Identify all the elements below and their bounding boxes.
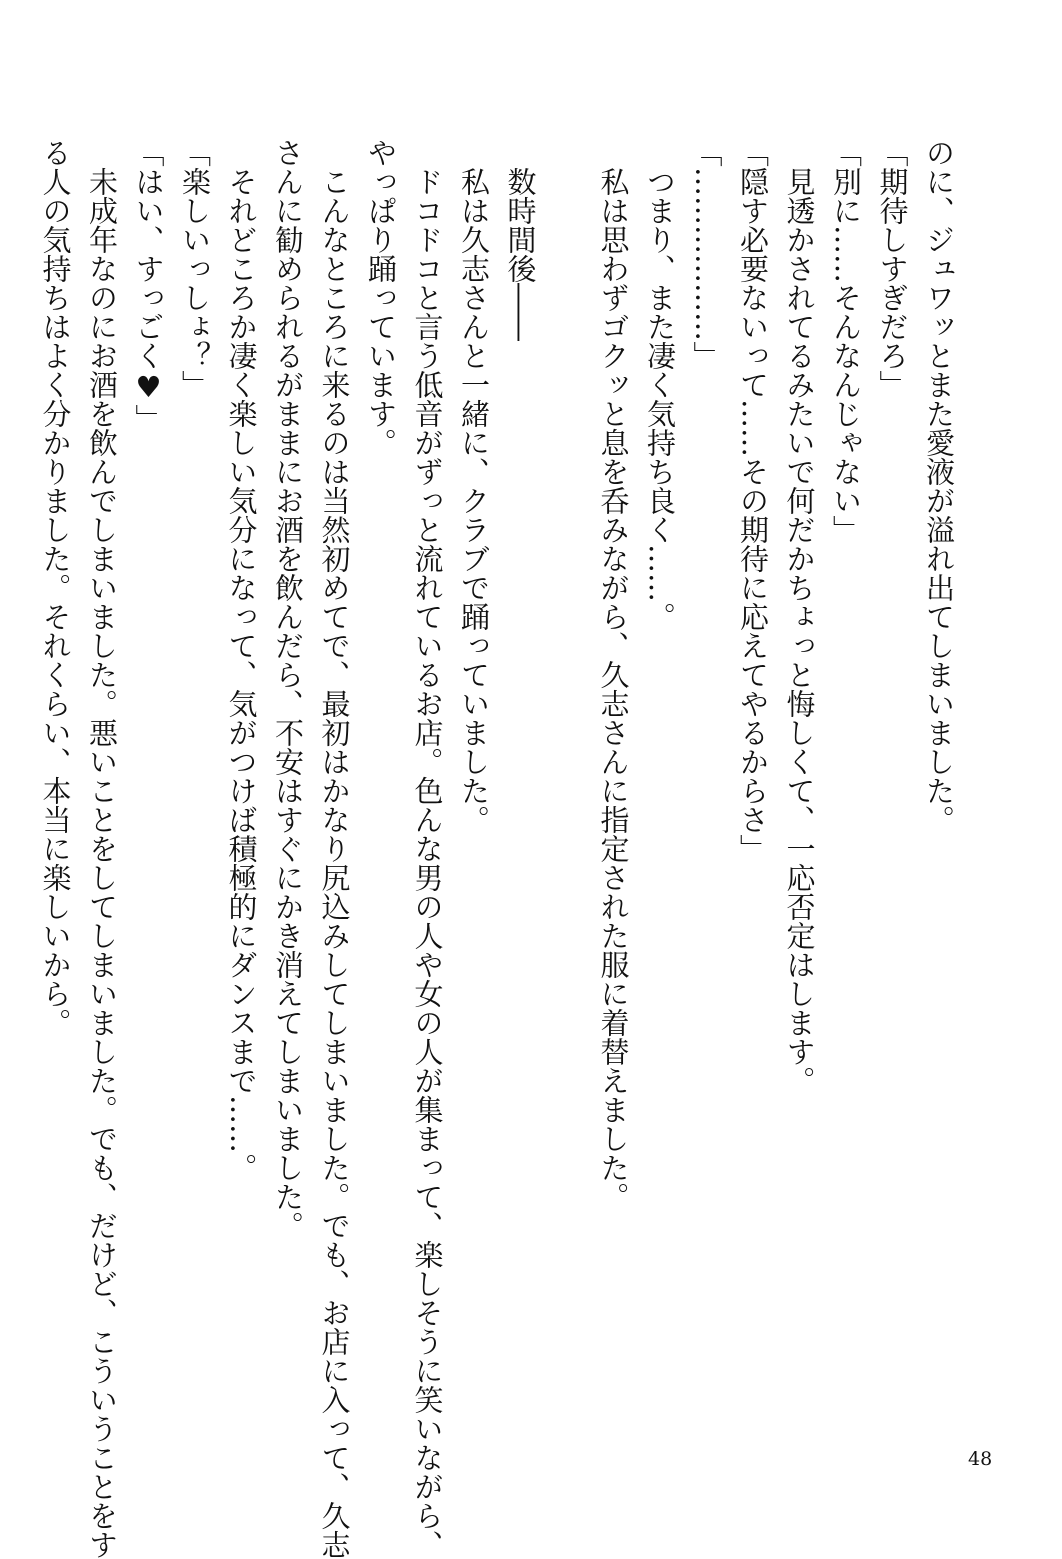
- vertical-text-body: [38, 138, 962, 1559]
- text-line-14: さんに勧められるがままにお酒を飲んだら、不安はすぐにかき消えてしまいました。: [271, 138, 305, 1240]
- text-line-18: 未成年なのにお酒を飲んでしまいました。悪いことをしてしまいました。でも、だけど、こういうことをす: [85, 138, 119, 1559]
- text-line-7: つまり、また凄く気持ち良く……。: [643, 138, 677, 631]
- text-line-16: 「楽しいっしょ？」: [178, 138, 212, 399]
- text-line-13: こんなところに来るのは当然初めてで、最初はかなり尻込みしてしまいました。でも、お店に入って、久志: [317, 138, 352, 1559]
- text-line-11: ドコドコと言う低音がずっと流れているお店。色んな男の人や女の人が集まって、楽しそうに笑いながら、: [410, 138, 445, 1559]
- text-line-10: 私は久志さんと一緒に、クラブで踊っていました。: [457, 138, 491, 834]
- page-number: 48: [968, 1448, 993, 1470]
- text-line-1: のに、ジュワッとまた愛液が溢れ出てしまいました。: [922, 138, 956, 834]
- text-line-4: 見透かされてるみたいで何だかちょっと悔しくて、一応否定はします。: [782, 138, 817, 1095]
- text-line-17: 「はい、すっごく♥」: [131, 138, 166, 433]
- text-line-9: 数時間後――: [503, 138, 538, 341]
- text-line-6: 「………………」: [689, 138, 724, 370]
- text-line-12: やっぱり踊っています。: [364, 138, 398, 457]
- blank-line: [544, 138, 591, 1368]
- text-line-2: 「期待しすぎだろ」: [875, 138, 910, 399]
- text-line-3: 「別に……そんなんじゃない」: [829, 138, 863, 544]
- text-line-19: る人の気持ちはよく分かりました。それくらい、本当に楽しいから。: [38, 138, 73, 1037]
- text-line-15: それどころか凄く楽しい気分になって、気がつけば積極的にダンスまで……。: [224, 138, 259, 1182]
- text-line-5: 「隠す必要ないって……その期待に応えてやるからさ」: [736, 138, 770, 863]
- text-line-8: 私は思わずゴクッと息を呑みながら、久志さんに指定された服に着替えました。: [596, 138, 631, 1211]
